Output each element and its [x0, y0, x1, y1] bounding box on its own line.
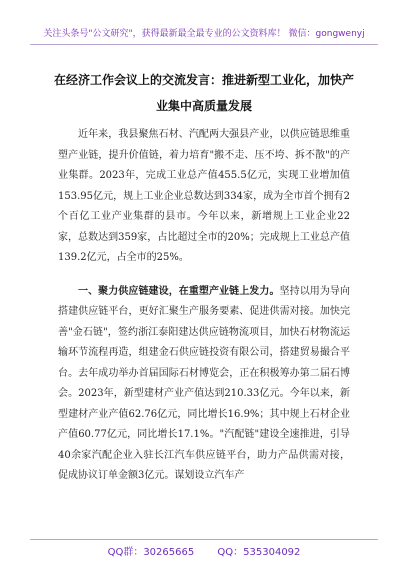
document-title	[40, 67, 368, 119]
contact-footer	[0, 543, 408, 558]
title-line-2: 业集中高质量发展	[155, 99, 252, 113]
section-1-heading: 一、聚力供应链建设，在重塑产业链上发力。	[78, 285, 280, 297]
qq-number: QQ：535304092	[217, 547, 301, 558]
document-body	[58, 125, 350, 487]
header-divider	[30, 44, 378, 45]
qq-group: QQ群：30265665	[107, 547, 195, 558]
footer-divider	[30, 539, 378, 540]
promo-header: 关注头条号"公文研究"，获得最新最全最专业的公文资料库！ 微信：gongwenyj	[43, 29, 365, 39]
paragraph-intro: 近年来，我县聚焦石材、汽配两大强县产业，以供应链思维重塑产业链，提升价值链，着力培育"搬不走、压不垮、拆不散"的产业集群。2023年，完成工业总产值455.5亿元，实现工业增加值153.95亿元，规上工业企业总数达到334家，成为全市首个拥有2个百亿工业产业集群的县市。今年以来，新增规上工业企业22家，总数达到359家，占比超过全市的20%；完成规上工业总产值139.2亿元，占全市的25%。	[58, 129, 350, 263]
section-1-text: 坚持以用为导向搭建供应链平台，更好汇聚生产服务要素、促进供需对接。加快完善"金石链"，签约浙江泰阳建达供应链物流项目，加快石材物流运输环节流程再造，组建金石供应链投资有限公司，搭建贸易撮合平台。去年成功举办首届国际石材博览会，正在积极筹办第二届石博会。2023年，新型建材产业产值达到210.33亿元。今年以来，新型建材产业产值62.76亿元，同比增长16.9%；其中规上石材企业产值60.77亿元，同比增长17.1%。"汽配链"建设全速推进，引导40余家汽配企业入驻长江汽车供应链平台，助力产品供需对接，促成协议订单金额3亿元。谋划设立汽车产	[58, 285, 351, 481]
title-line-1: 在经济工作会议上的交流发言：推进新型工业化，加快产	[53, 73, 354, 87]
paragraph-section-1	[58, 282, 350, 487]
